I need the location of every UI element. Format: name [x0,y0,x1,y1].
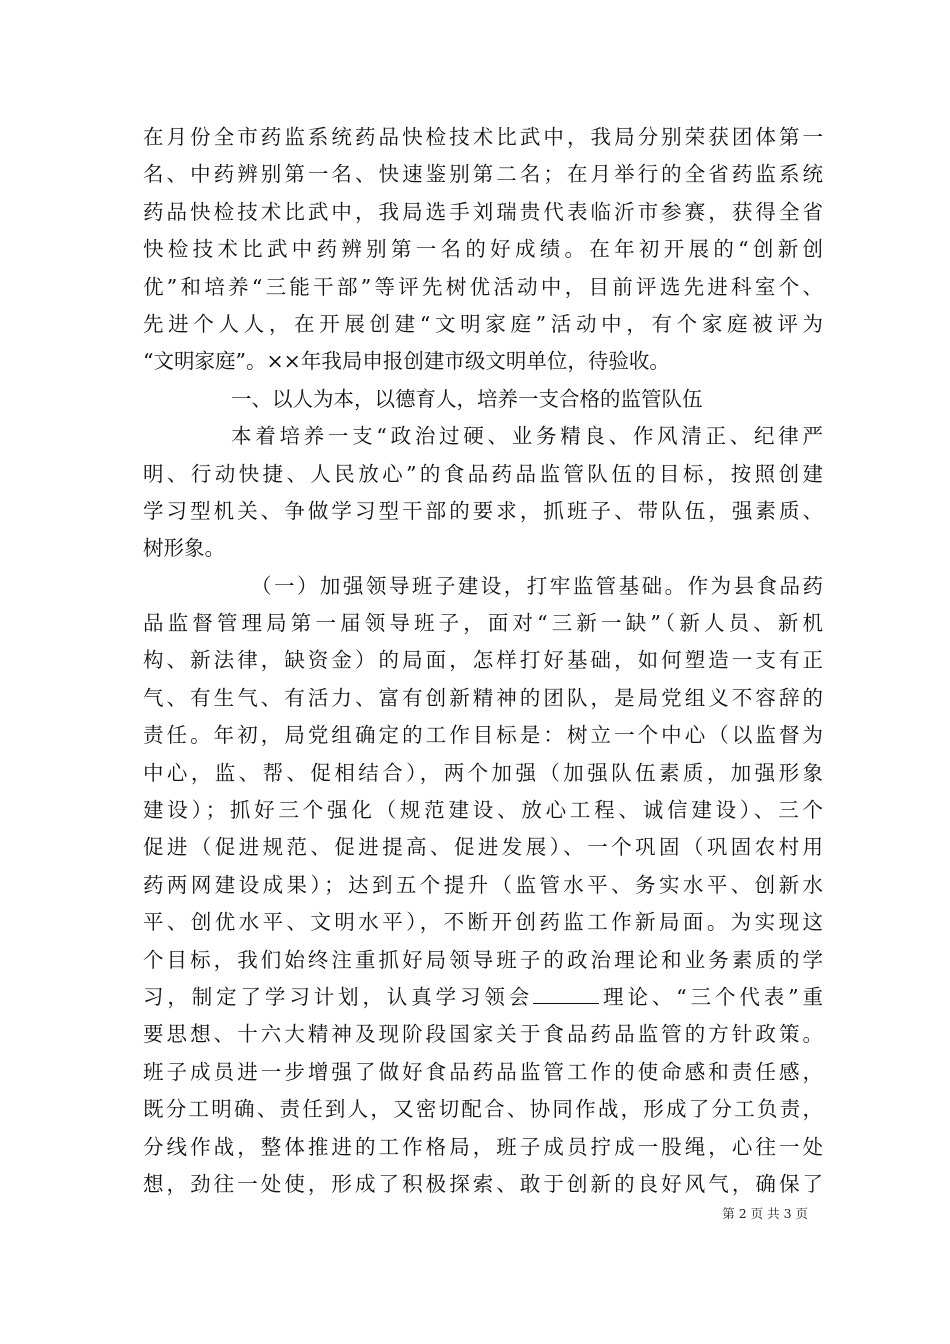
text-line: 本着培养一支“政治过硬、业务精良、作风清正、纪律严 [231,424,823,449]
text-line: 学习型机关、争做学习型干部的要求，抓班子、带队伍，强素质、 [143,498,823,523]
text-segment: 理论、“三个代表”重 [599,984,823,1009]
text-segment: 习，制定了学习计划，认真学习领会 [143,984,534,1009]
text-line: 班子成员进一步增强了做好食品药品监管工作的使命感和责任感， [143,1059,823,1084]
page-footer: 第 2 页 共 3 页 [722,1206,808,1221]
text-line: “文明家庭”。××年我局申报创建市级文明单位，待验收。 [143,349,670,374]
text-line: 明、行动快捷、人民放心”的食品药品监管队伍的目标，按照创建 [143,461,823,486]
text-line: 构、新法律，缺资金）的局面，怎样打好基础，如何塑造一支有正 [143,648,823,673]
text-line: 药两网建设成果）；达到五个提升（监管水平、务实水平、创新水 [143,872,823,897]
text-line: 要思想、十六大精神及现阶段国家关于食品药品监管的方针政策。 [143,1022,823,1047]
document-body [143,119,823,1203]
text-line-with-blank [143,979,823,1016]
subsection-heading-line: （一）加强领导班子建设，打牢监管基础。作为县食品药 [251,573,823,598]
text-line: 优”和培养“三能干部”等评先树优活动中，目前评选先进科室个、 [143,274,823,299]
text-line: 品监督管理局第一届领导班子，面对“三新一缺”（新人员、新机 [143,611,823,636]
text-line: 责任。年初，局党组确定的工作目标是：树立一个中心（以监督为 [143,723,823,748]
text-line: 既分工明确、责任到人，又密切配合、协同作战，形成了分工负责， [143,1097,823,1122]
text-line: 药品快检技术比武中，我局选手刘瑞贵代表临沂市参赛，获得全省 [143,199,823,224]
text-line: 在月份全市药监系统药品快检技术比武中，我局分别荣获团体第一 [143,125,823,149]
text-line: 中心，监、帮、促相结合），两个加强（加强队伍素质，加强形象 [143,760,823,785]
text-line: 建设）；抓好三个强化（规范建设、放心工程、诚信建设）、三个 [143,798,823,823]
fill-in-blank [533,987,599,1004]
section-heading: 一、以人为本，以德育人，培养一支合格的监管队伍 [231,386,703,411]
text-line: 促进（促进规范、促进提高、促进发展）、一个巩固（巩固农村用 [143,835,823,860]
text-line: 先进个人人，在开展创建“文明家庭”活动中，有个家庭被评为 [143,311,823,336]
text-line: 想，劲往一处使，形成了积极探索、敢于创新的良好风气，确保了 [143,1171,823,1196]
text-line: 快检技术比武中药辨别第一名的好成绩。在年初开展的“创新创 [143,237,823,262]
text-line: 树形象。 [143,536,225,561]
text-line: 平、创优水平、文明水平），不断开创药监工作新局面。为实现这 [143,910,823,935]
text-line: 名、中药辨别第一名、快速鉴别第二名；在月举行的全省药监系统 [143,162,823,187]
text-line: 气、有生气、有活力、富有创新精神的团队，是局党组义不容辞的 [143,685,823,710]
text-line: 个目标，我们始终注重抓好局领导班子的政治理论和业务素质的学 [143,947,823,972]
text-line: 分线作战，整体推进的工作格局，班子成员拧成一股绳，心往一处 [143,1134,823,1159]
